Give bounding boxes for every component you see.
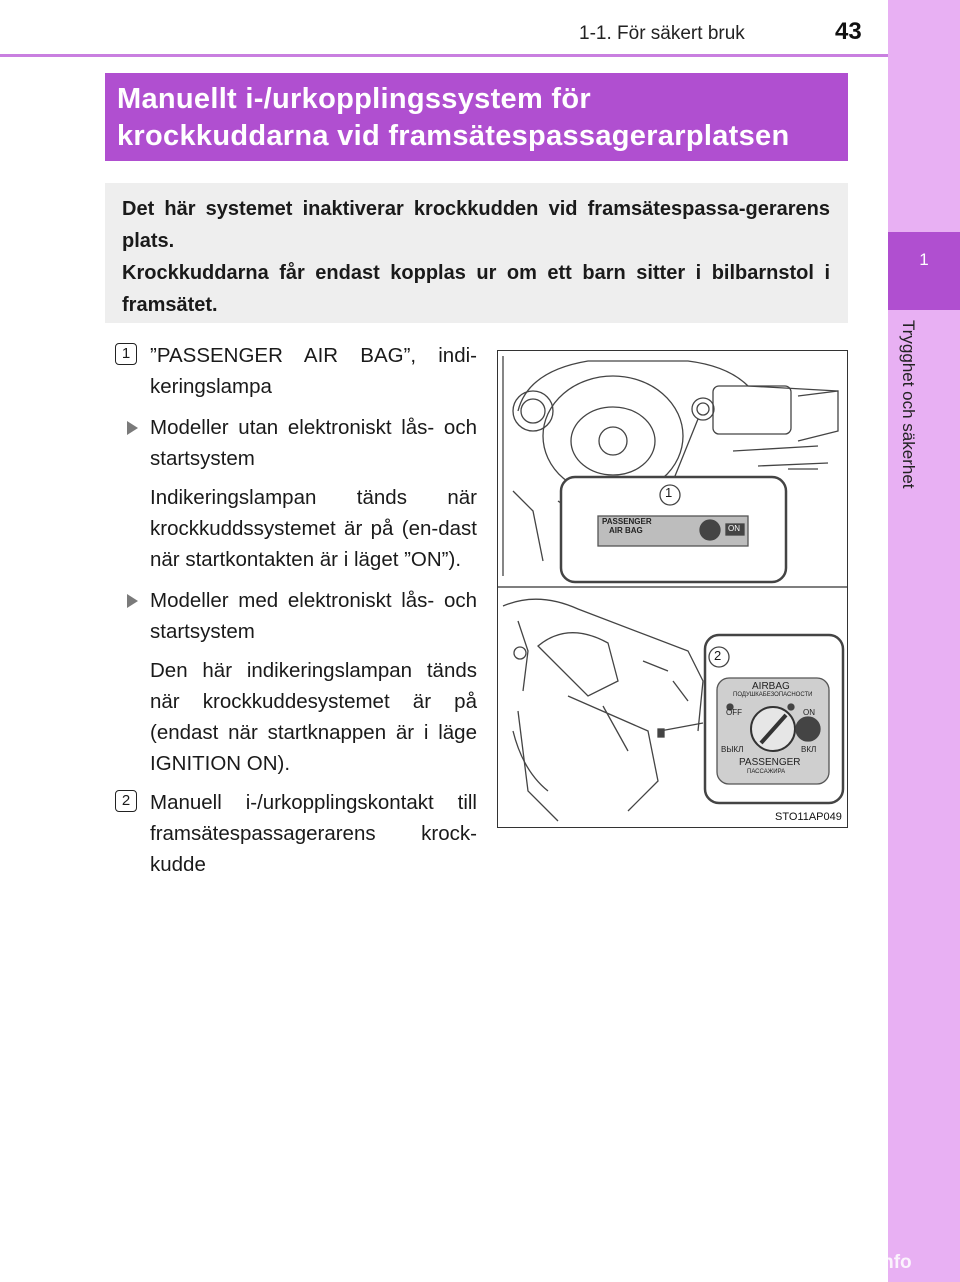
switch-on-label: ON [803,708,815,717]
item-number-badge: 2 [115,790,137,812]
bullet-heading: Modeller utan elektroniskt lås- och startsystem [150,416,477,470]
chapter-number: 1 [919,250,929,269]
chapter-tab[interactable] [888,232,960,310]
header-divider [0,54,888,57]
chapter-sidebar [888,0,960,1282]
bullet-body-text: Indikeringslampan tänds när krockkuddssystemet är på (en-dast när startkontakten är i läget ”ON”). [150,486,477,571]
lamp-label-line1: PASSENGER [602,517,652,526]
bullet-body [112,655,477,779]
lamp-on-label: ON [728,524,740,533]
triangle-bullet-icon [127,421,138,435]
bullet-item [112,585,477,647]
text-column [112,340,477,888]
bullet-body [112,482,477,575]
section-title-line1: Manuellt i-/urkopplingssystem för [117,83,591,115]
section-title-box [105,73,848,161]
lamp-callout-number: 1 [665,485,673,500]
item-text: ”PASSENGER AIR BAG”, indi-keringslampa [150,344,477,398]
switch-off-label: OFF [726,708,742,717]
intro-paragraph-1: Det här systemet inaktiverar krockkudden vid framsätespassa-gerarens plats. [122,198,830,252]
switch-title-ru: ПОДУШКАБЕЗОПАСНОСТИ [733,692,813,698]
section-label: 1-1. För säkert bruk [579,23,745,44]
bullet-heading: Modeller med elektroniskt lås- och startsystem [150,589,477,643]
dashboard-illustration [497,350,848,828]
intro-box [105,183,848,323]
page-number: 43 [835,18,862,45]
section-title-line2: krockkuddarna vid framsätespassagerarplatsen [117,120,790,152]
chapter-title: Trygghet och säkerhet [899,320,918,489]
bullet-body-text: Den här indikeringslampan tänds när krockkuddesystemet är på (endast när startknappen är i läge IGNITION ON). [150,659,477,775]
switch-on-ru-label: ВКЛ [801,745,817,754]
switch-title: AIRBAG [752,681,790,692]
list-item [112,340,477,402]
figure-code: STO11AP049 [775,811,842,823]
watermark: carmanualsonline.info [710,1252,912,1273]
bullet-item [112,412,477,474]
switch-bottom-label: PASSENGER [739,757,801,768]
item-number-badge: 1 [115,343,137,365]
lamp-label-line2: AIR BAG [609,526,643,535]
intro-paragraph-2: Krockkuddarna får endast kopplas ur om ett barn sitter i bilbarnstol i framsätet. [122,262,830,316]
triangle-bullet-icon [127,594,138,608]
item-text: Manuell i-/urkopplingskontakt till framsätespassagerarens krock-kudde [150,791,477,876]
switch-off-ru-label: ВЫКЛ [721,745,744,754]
list-item [112,787,477,880]
switch-callout-number: 2 [714,648,722,663]
switch-bottom-ru-label: ПАССАЖИРА [747,769,786,775]
